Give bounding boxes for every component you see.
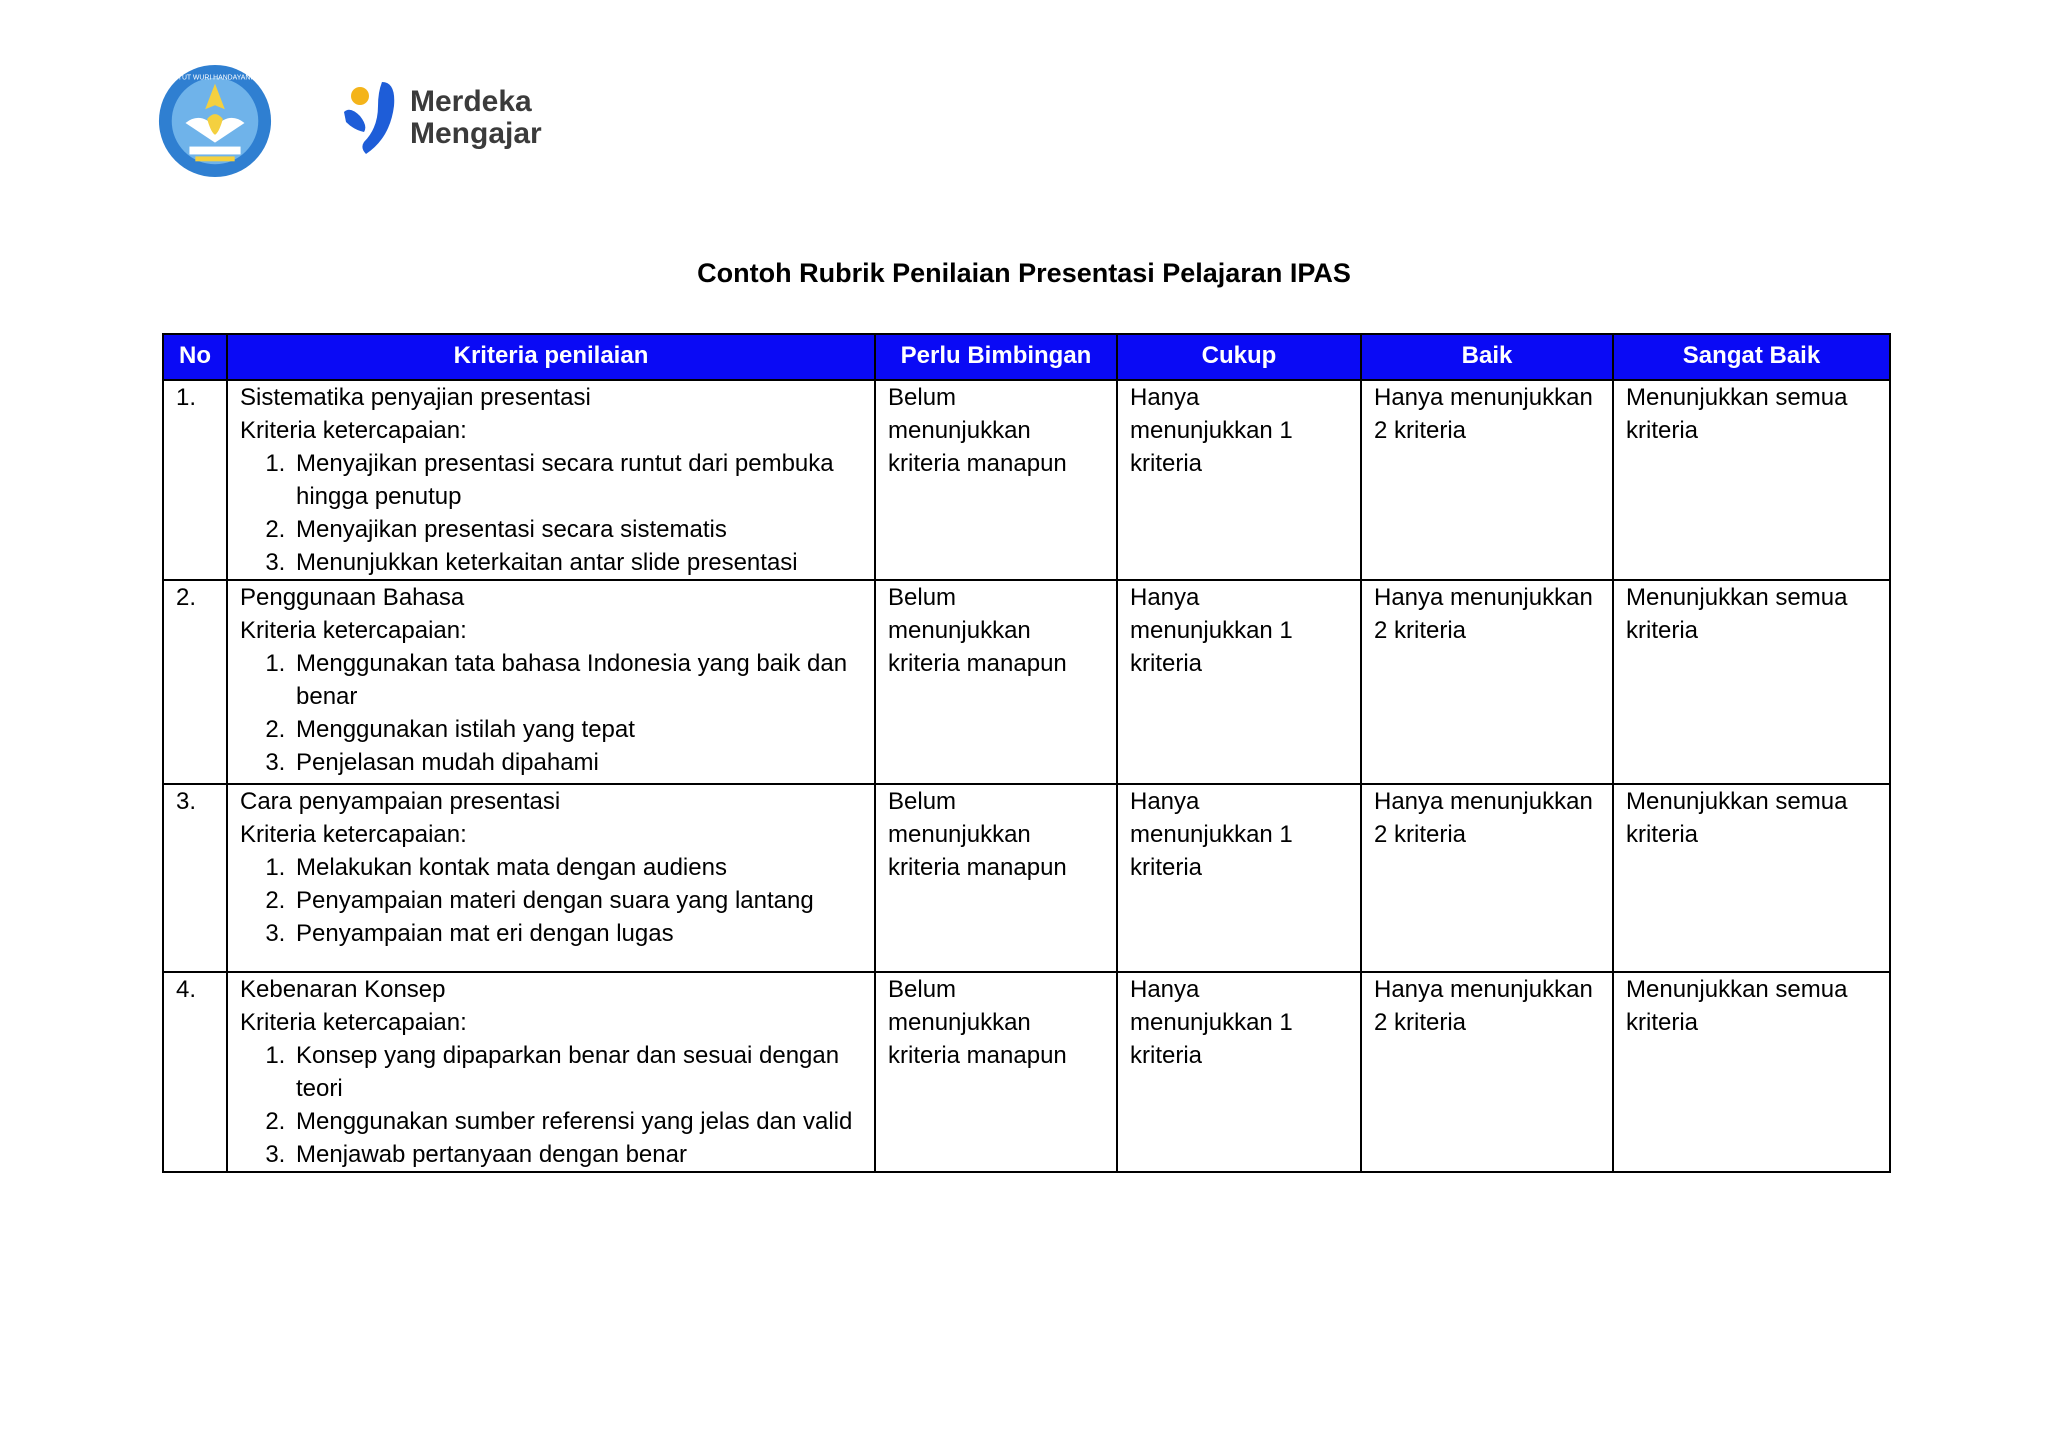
- table-row: [163, 784, 1890, 972]
- list-item: 1. Konsep yang dipaparkan benar dan sesuai dengan teori: [292, 1039, 862, 1105]
- rubric-table: [162, 333, 1891, 1173]
- sangat-baik-cell: Menunjukkan semua kriteria: [1613, 380, 1890, 580]
- cukup-cell: Hanya menunjukkan 1 kriteria: [1117, 972, 1361, 1172]
- header-no: No: [163, 334, 227, 380]
- row-number: 2.: [163, 580, 227, 784]
- table-row: [163, 580, 1890, 784]
- header-perlu-bimbingan: Perlu Bimbingan: [875, 334, 1117, 380]
- sangat-baik-cell: Menunjukkan semua kriteria: [1613, 784, 1890, 972]
- criterion-title: Sistematika penyajian presentasi: [240, 384, 591, 411]
- criterion-list: [240, 851, 862, 950]
- perlu-bimbingan-cell: Belum menunjukkan kriteria manapun: [875, 972, 1117, 1172]
- cukup-cell: Hanya menunjukkan 1 kriteria: [1117, 784, 1361, 972]
- tut-wuri-handayani-logo: [156, 62, 274, 180]
- criterion-sub-label: Kriteria ketercapaian:: [240, 417, 467, 444]
- criterion-sub-label: Kriteria ketercapaian:: [240, 821, 467, 848]
- baik-cell: Hanya menunjukkan 2 kriteria: [1361, 972, 1613, 1172]
- criterion-list: [240, 447, 862, 579]
- list-item: 3. Menjawab pertanyaan dengan benar: [292, 1138, 862, 1171]
- criteria-cell: [227, 784, 875, 972]
- table-header-row: [163, 334, 1890, 380]
- row-number: 3.: [163, 784, 227, 972]
- document-title: Contoh Rubrik Penilaian Presentasi Pelajaran IPAS: [697, 258, 1351, 288]
- brand-line-2: Mengajar: [410, 117, 542, 150]
- criterion-sub-label: Kriteria ketercapaian:: [240, 1009, 467, 1036]
- merdeka-mengajar-mark-icon: [338, 76, 408, 176]
- perlu-bimbingan-cell: Belum menunjukkan kriteria manapun: [875, 784, 1117, 972]
- header-sangat-baik: Sangat Baik: [1613, 334, 1890, 380]
- header-cukup: Cukup: [1117, 334, 1361, 380]
- row-number: 1.: [163, 380, 227, 580]
- baik-cell: Hanya menunjukkan 2 kriteria: [1361, 784, 1613, 972]
- list-item: 1. Menyajikan presentasi secara runtut dari pembuka hingga penutup: [292, 447, 862, 513]
- table-row: [163, 380, 1890, 580]
- criterion-list: [240, 1039, 862, 1171]
- list-item: 2. Menggunakan istilah yang tepat: [292, 713, 862, 746]
- criterion-sub-label: Kriteria ketercapaian:: [240, 617, 467, 644]
- table-row: [163, 972, 1890, 1172]
- merdeka-mengajar-logo: [338, 76, 578, 176]
- perlu-bimbingan-cell: Belum menunjukkan kriteria manapun: [875, 380, 1117, 580]
- list-item: 1. Melakukan kontak mata dengan audiens: [292, 851, 862, 884]
- criteria-cell: [227, 972, 875, 1172]
- header-baik: Baik: [1361, 334, 1613, 380]
- criteria-cell: [227, 380, 875, 580]
- svg-text:TUT WURI HANDAYANI: TUT WURI HANDAYANI: [177, 74, 253, 82]
- criterion-title: Cara penyampaian presentasi: [240, 788, 561, 815]
- list-item: 2. Menggunakan sumber referensi yang jelas dan valid: [292, 1105, 862, 1138]
- list-item: 3. Penyampaian mat eri dengan lugas: [292, 917, 862, 950]
- row-number: 4.: [163, 972, 227, 1172]
- list-item: 3. Menunjukkan keterkaitan antar slide presentasi: [292, 546, 862, 579]
- criterion-list: [240, 647, 862, 779]
- baik-cell: Hanya menunjukkan 2 kriteria: [1361, 380, 1613, 580]
- criteria-cell: [227, 580, 875, 784]
- perlu-bimbingan-cell: Belum menunjukkan kriteria manapun: [875, 580, 1117, 784]
- sangat-baik-cell: Menunjukkan semua kriteria: [1613, 580, 1890, 784]
- sangat-baik-cell: Menunjukkan semua kriteria: [1613, 972, 1890, 1172]
- list-item: 2. Menyajikan presentasi secara sistematis: [292, 513, 862, 546]
- header-kriteria: Kriteria penilaian: [227, 334, 875, 380]
- baik-cell: Hanya menunjukkan 2 kriteria: [1361, 580, 1613, 784]
- cukup-cell: Hanya menunjukkan 1 kriteria: [1117, 580, 1361, 784]
- list-item: 1. Menggunakan tata bahasa Indonesia yang baik dan benar: [292, 647, 862, 713]
- cukup-cell: Hanya menunjukkan 1 kriteria: [1117, 380, 1361, 580]
- brand-line-1: Merdeka: [410, 85, 532, 118]
- criterion-title: Penggunaan Bahasa: [240, 584, 465, 611]
- list-item: 2. Penyampaian materi dengan suara yang lantang: [292, 884, 862, 917]
- list-item: 3. Penjelasan mudah dipahami: [292, 746, 862, 779]
- criterion-title: Kebenaran Konsep: [240, 976, 446, 1003]
